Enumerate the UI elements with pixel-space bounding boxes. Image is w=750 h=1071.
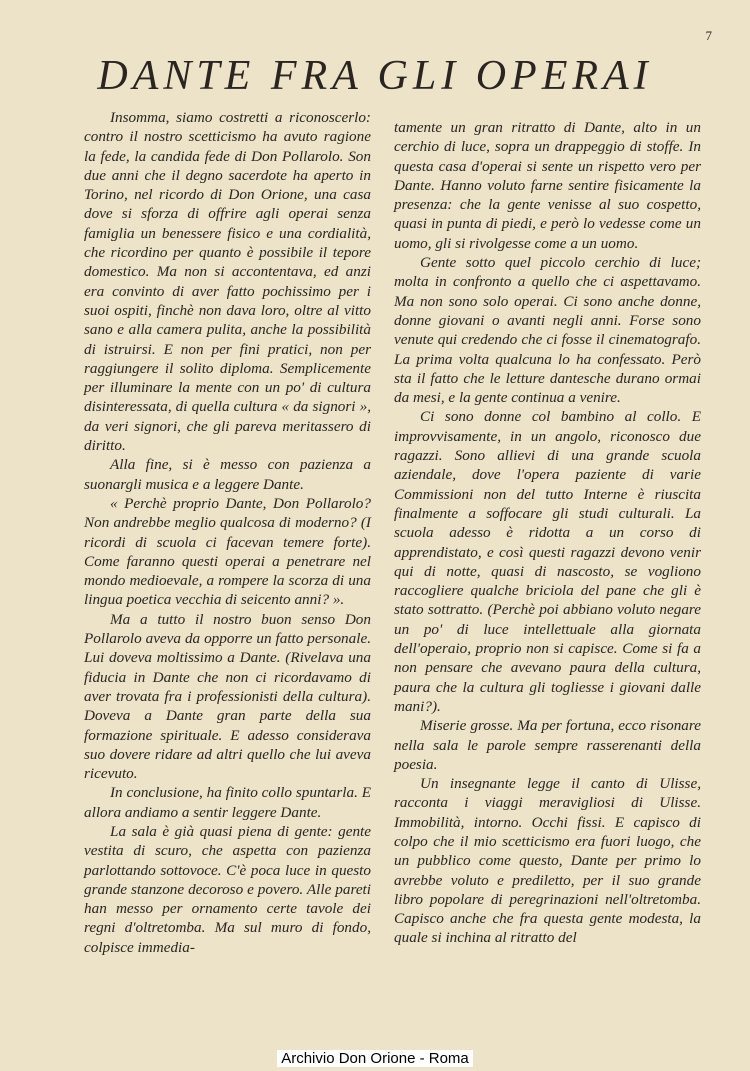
right-column [394, 118, 701, 948]
paragraph: Miserie grosse. Ma per fortuna, ecco risonare nella sala le parole sempre rasserenanti della poesia. [394, 717, 701, 773]
paragraph: In conclusione, ha finito collo spuntarla. E allora andiamo a sentir leggere Dante. [84, 784, 371, 821]
paragraph: « Perchè proprio Dante, Don Pollarolo? Non andrebbe meglio qualcosa di moderno? (I ricordi di scuola ci facevan temere forte). Come faranno questi operai a penetrare nel mondo medioevale, a rompere la scorza di una lingua poetica vecchia di seicento anni? ». [84, 494, 371, 609]
paragraph: Gente sotto quel piccolo cerchio di luce; molta in confronto a quello che ci aspettavamo. Ma non sono solo operai. Ci sono anche donne, donne giovani o avanti negli anni. Forse sono venute qui credendo che ci fosse il cinematografo. La prima volta qualcuna lo ha confessato. Però sta il fatto che le letture dantesche durano ormai da mesi, e la gente continua a venire. [394, 254, 701, 407]
paragraph: Ci sono donne col bambino al collo. E improvvisamente, in un angolo, riconosco due ragazzi. Sono allievi di una grande scuola aziendale, dove l'opera paziente di varie Commissioni non del tutto Interne è riuscita finalmente a soffocare gli studi culturali. La scuola adesso è ridotta a un corso di apprendistato, e così questi ragazzi devono venir qui di notte, quasi di nascosto, se vogliono raccogliere qualche briciola del pane che gli è stato sottratto. (Perchè poi abbiano voluto negare un po' di luce intellettuale alla giornata dell'operaio, proprio non si capisce. Come si fa a non pensare che avevano paura della cultura, paura che la cultura gli togliesse i giovani dalle mani?). [394, 408, 701, 715]
archive-footer [0, 1050, 750, 1067]
paragraph: Ma a tutto il nostro buon senso Don Pollarolo aveva da opporre un fatto personale. Lui doveva moltissimo a Dante. (Rivelava una fiducia in Dante che non ci ricordavamo di aver trovata fra i professionisti della cultura). Doveva a Dante gran parte della sua formazione spirituale. E adesso considerava suo dovere ridare ad altri quello che lui aveva ricevuto. [84, 610, 371, 783]
paragraph: tamente un gran ritratto di Dante, alto in un cerchio di luce, sopra un drappeggio di stoffe. In questa casa d'operai si sente un rispetto vero per Dante. Hanno voluto farne sentire fisicamente la presenza: che la gente venisse al suo cospetto, quasi in punta di piedi, e però lo vedesse come un uomo, gli si rivolgesse come a un uomo. [394, 119, 701, 252]
article-title: DANTE FRA GLI OPERAI [97, 53, 653, 99]
paragraph: Insomma, siamo costretti a riconoscerlo: contro il nostro scetticismo ha avuto ragione la fede, la candida fede di Don Pollarolo. Son due anni che il degno sacerdote ha aperto in Torino, nel ricordo di Don Orione, una casa dove si sforza di offrire agli operai senza famiglia un benessere fisico e una cordialità, che ricordino per quanto è possibile il tepore domestico. Ma non si accontentava, ed anzi era convinto di aver fatto pochissimo per i suoi ospiti, finchè non dava loro, oltre al vitto sano e alla camera pulita, anche la possibilità di istruirsi. E non per fini pratici, non per raggiungere il solito diploma. Semplicemente per illuminare la mente con un po' di cultura disinteressata, di quella cultura « da signori », da veri signori, che gli pareva meritassero di diritto. [84, 109, 371, 455]
paragraph: Alla fine, si è messo con pazienza a suonargli musica e a leggere Dante. [84, 456, 371, 493]
paragraph: La sala è già quasi piena di gente: gente vestita di scuro, che aspetta con pazienza parlottando sottovoce. C'è poca luce in questo grande stanzone decoroso e povero. Alle pareti han messo per ornamento certe tavole dei regni d'oltretomba. Ma sul muro di fondo, colpisce immedia- [84, 822, 371, 956]
footer-text: Archivio Don Orione - Roma [277, 1050, 473, 1067]
page-number: 7 [705, 28, 712, 43]
paragraph: Un insegnante legge il canto di Ulisse, racconta i viaggi meravigliosi di Ulisse. Immobilità, intorno. Occhi fissi. E capisco di colpo che il mio scetticismo era fuori luogo, che un pubblico come questo, Dante per primo lo avrebbe voluto e prediletto, per il suo grande libro popolare di peregrinazioni nell'oltretomba. Capisco anche che fra questa gente modesta, la quale si inchina al ritratto del [394, 775, 701, 947]
left-column [84, 108, 371, 957]
